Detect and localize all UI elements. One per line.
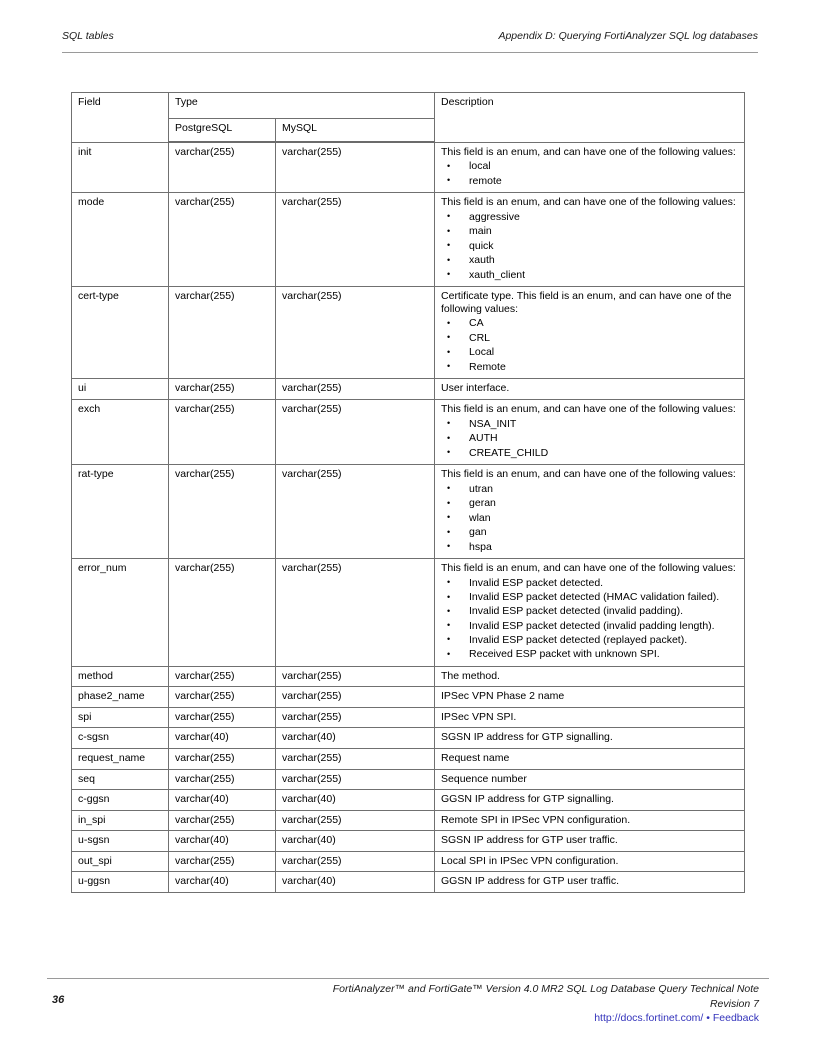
cell-mysql-type: varchar(255) (276, 193, 435, 287)
header-right-title: Appendix D: Querying FortiAnalyzer SQL log databases (498, 30, 758, 42)
enum-value-item: • local (441, 159, 739, 174)
description-text: Sequence number (441, 772, 527, 785)
enum-value-item: • xauth_client (441, 268, 739, 283)
cell-postgresql-type: varchar(40) (169, 872, 276, 893)
enum-value-item: • Invalid ESP packet detected. (441, 576, 739, 590)
description-text: This field is an enum, and can have one of the following values: (441, 196, 736, 209)
cell-field-name: phase2_name (72, 687, 169, 708)
cell-mysql-type: varchar(40) (276, 831, 435, 852)
cell-mysql-type: varchar(255) (276, 810, 435, 831)
cell-postgresql-type: varchar(255) (169, 287, 276, 379)
column-header-postgresql: PostgreSQL (169, 119, 276, 143)
cell-description (435, 872, 745, 893)
enum-value-item: • aggressive (441, 210, 739, 225)
cell-field-name: method (72, 666, 169, 687)
table-row (72, 831, 745, 852)
cell-mysql-type: varchar(255) (276, 851, 435, 872)
cell-description (435, 142, 745, 193)
cell-field-name: exch (72, 399, 169, 464)
cell-postgresql-type: varchar(255) (169, 851, 276, 872)
description-text: Remote SPI in IPSec VPN configuration. (441, 813, 631, 826)
table-row (72, 810, 745, 831)
enum-value-list (441, 159, 739, 188)
column-header-type: Type (169, 93, 435, 119)
cell-postgresql-type: varchar(40) (169, 728, 276, 749)
cell-field-name: init (72, 142, 169, 193)
cell-field-name: ui (72, 379, 169, 400)
cell-postgresql-type: varchar(255) (169, 687, 276, 708)
column-header-mysql: MySQL (276, 119, 435, 143)
description-text: Local SPI in IPSec VPN configuration. (441, 854, 619, 867)
cell-postgresql-type: varchar(255) (169, 379, 276, 400)
enum-value-item: • CRL (441, 331, 739, 346)
page-number: 36 (52, 994, 65, 1006)
table-row (72, 687, 745, 708)
description-text: Certificate type. This field is an enum, and can have one of the following values: (441, 290, 732, 315)
footer-links (239, 1011, 759, 1026)
cell-postgresql-type: varchar(255) (169, 666, 276, 687)
enum-value-item: • AUTH (441, 431, 739, 446)
cell-description (435, 748, 745, 769)
table-row (72, 666, 745, 687)
cell-mysql-type: varchar(255) (276, 707, 435, 728)
cell-mysql-type: varchar(255) (276, 687, 435, 708)
enum-value-item: • Remote (441, 360, 739, 375)
feedback-link[interactable]: Feedback (712, 1012, 759, 1025)
table-row (72, 707, 745, 728)
cell-field-name: spi (72, 707, 169, 728)
cell-postgresql-type: varchar(255) (169, 707, 276, 728)
table-row (72, 790, 745, 811)
cell-field-name: u-ggsn (72, 872, 169, 893)
cell-field-name: c-sgsn (72, 728, 169, 749)
cell-postgresql-type: varchar(255) (169, 748, 276, 769)
table-row (72, 728, 745, 749)
enum-value-item: • wlan (441, 511, 739, 526)
enum-value-item: • quick (441, 239, 739, 254)
enum-value-item: • main (441, 224, 739, 239)
column-header-description: Description (435, 93, 745, 143)
enum-value-item: • Invalid ESP packet detected (replayed packet). (441, 633, 739, 647)
description-text: IPSec VPN Phase 2 name (441, 690, 565, 703)
enum-value-item: • Local (441, 345, 739, 360)
cell-description (435, 707, 745, 728)
cell-field-name: request_name (72, 748, 169, 769)
cell-description (435, 465, 745, 559)
cell-field-name: c-ggsn (72, 790, 169, 811)
description-text: This field is an enum, and can have one of the following values: (441, 468, 736, 481)
description-text: This field is an enum, and can have one of the following values: (441, 402, 736, 415)
table-row (72, 872, 745, 893)
cell-description (435, 831, 745, 852)
enum-value-item: • Invalid ESP packet detected (HMAC validation failed). (441, 590, 739, 604)
cell-mysql-type: varchar(255) (276, 379, 435, 400)
running-header (62, 30, 758, 53)
cell-mysql-type: varchar(255) (276, 399, 435, 464)
cell-description (435, 810, 745, 831)
cell-postgresql-type: varchar(255) (169, 142, 276, 193)
table-header-row-primary (72, 93, 745, 119)
cell-mysql-type: varchar(255) (276, 465, 435, 559)
cell-mysql-type: varchar(255) (276, 287, 435, 379)
cell-mysql-type: varchar(255) (276, 142, 435, 193)
description-text: SGSN IP address for GTP user traffic. (441, 834, 618, 847)
enum-value-list (441, 417, 739, 461)
cell-field-name: in_spi (72, 810, 169, 831)
cell-field-name: cert-type (72, 287, 169, 379)
enum-value-item: • NSA_INIT (441, 417, 739, 432)
cell-description (435, 728, 745, 749)
enum-value-item: • geran (441, 496, 739, 511)
footer-divider (47, 978, 769, 979)
description-text: SGSN IP address for GTP signalling. (441, 731, 613, 744)
cell-field-name: out_spi (72, 851, 169, 872)
description-text: GGSN IP address for GTP signalling. (441, 793, 614, 806)
cell-postgresql-type: varchar(40) (169, 790, 276, 811)
description-text: IPSec VPN SPI. (441, 710, 517, 723)
cell-description (435, 851, 745, 872)
column-header-field: Field (72, 93, 169, 143)
table-row (72, 769, 745, 790)
description-text: Request name (441, 751, 510, 764)
table-body (72, 142, 745, 893)
cell-description (435, 687, 745, 708)
footer-link-separator: • (703, 1012, 713, 1025)
enum-value-item: • remote (441, 174, 739, 189)
sql-field-table-wrapper (71, 92, 744, 893)
cell-postgresql-type: varchar(255) (169, 193, 276, 287)
enum-value-item: • xauth (441, 253, 739, 268)
enum-value-list (441, 576, 739, 662)
sql-field-table (71, 92, 745, 893)
cell-field-name: error_num (72, 559, 169, 666)
header-left-title: SQL tables (62, 30, 114, 42)
description-text: The method. (441, 669, 500, 682)
cell-postgresql-type: varchar(255) (169, 810, 276, 831)
cell-postgresql-type: varchar(255) (169, 559, 276, 666)
enum-value-list (441, 210, 739, 283)
enum-value-item: • hspa (441, 540, 739, 555)
cell-description (435, 379, 745, 400)
enum-value-item: • Invalid ESP packet detected (invalid padding). (441, 604, 739, 618)
enum-value-item: • CREATE_CHILD (441, 446, 739, 461)
table-row (72, 748, 745, 769)
table-row (72, 851, 745, 872)
cell-description (435, 790, 745, 811)
cell-postgresql-type: varchar(255) (169, 465, 276, 559)
cell-description (435, 559, 745, 666)
cell-field-name: u-sgsn (72, 831, 169, 852)
cell-field-name: mode (72, 193, 169, 287)
cell-postgresql-type: varchar(40) (169, 831, 276, 852)
cell-field-name: rat-type (72, 465, 169, 559)
table-row (72, 142, 745, 193)
enum-value-item: • gan (441, 525, 739, 540)
description-text: This field is an enum, and can have one of the following values: (441, 562, 736, 575)
cell-mysql-type: varchar(40) (276, 728, 435, 749)
cell-postgresql-type: varchar(255) (169, 399, 276, 464)
cell-mysql-type: varchar(255) (276, 559, 435, 666)
cell-mysql-type: varchar(255) (276, 748, 435, 769)
cell-mysql-type: varchar(255) (276, 769, 435, 790)
table-row (72, 193, 745, 287)
description-text: GGSN IP address for GTP user traffic. (441, 875, 619, 888)
cell-description (435, 399, 745, 464)
cell-description (435, 193, 745, 287)
footer-right-block (239, 982, 759, 1026)
cell-mysql-type: varchar(40) (276, 872, 435, 893)
description-text: User interface. (441, 382, 510, 395)
cell-mysql-type: varchar(255) (276, 666, 435, 687)
enum-value-item: • Invalid ESP packet detected (invalid padding length). (441, 619, 739, 633)
enum-value-item: • Received ESP packet with unknown SPI. (441, 647, 739, 661)
table-row (72, 287, 745, 379)
cell-description (435, 666, 745, 687)
cell-mysql-type: varchar(40) (276, 790, 435, 811)
table-row (72, 559, 745, 666)
table-row (72, 465, 745, 559)
cell-description (435, 287, 745, 379)
cell-field-name: seq (72, 769, 169, 790)
table-row (72, 399, 745, 464)
enum-value-list (441, 316, 739, 374)
footer-document-title: FortiAnalyzer™ and FortiGate™ Version 4.0 MR2 SQL Log Database Query Technical Note (332, 983, 759, 995)
table-header (72, 93, 745, 143)
enum-value-list (441, 482, 739, 555)
enum-value-item: • CA (441, 316, 739, 331)
description-text: This field is an enum, and can have one of the following values: (441, 145, 736, 158)
docs-url-link[interactable]: http://docs.fortinet.com/ (594, 1012, 704, 1025)
footer-revision: Revision 7 (709, 997, 759, 1010)
cell-postgresql-type: varchar(255) (169, 769, 276, 790)
cell-description (435, 769, 745, 790)
table-row (72, 379, 745, 400)
enum-value-item: • utran (441, 482, 739, 497)
